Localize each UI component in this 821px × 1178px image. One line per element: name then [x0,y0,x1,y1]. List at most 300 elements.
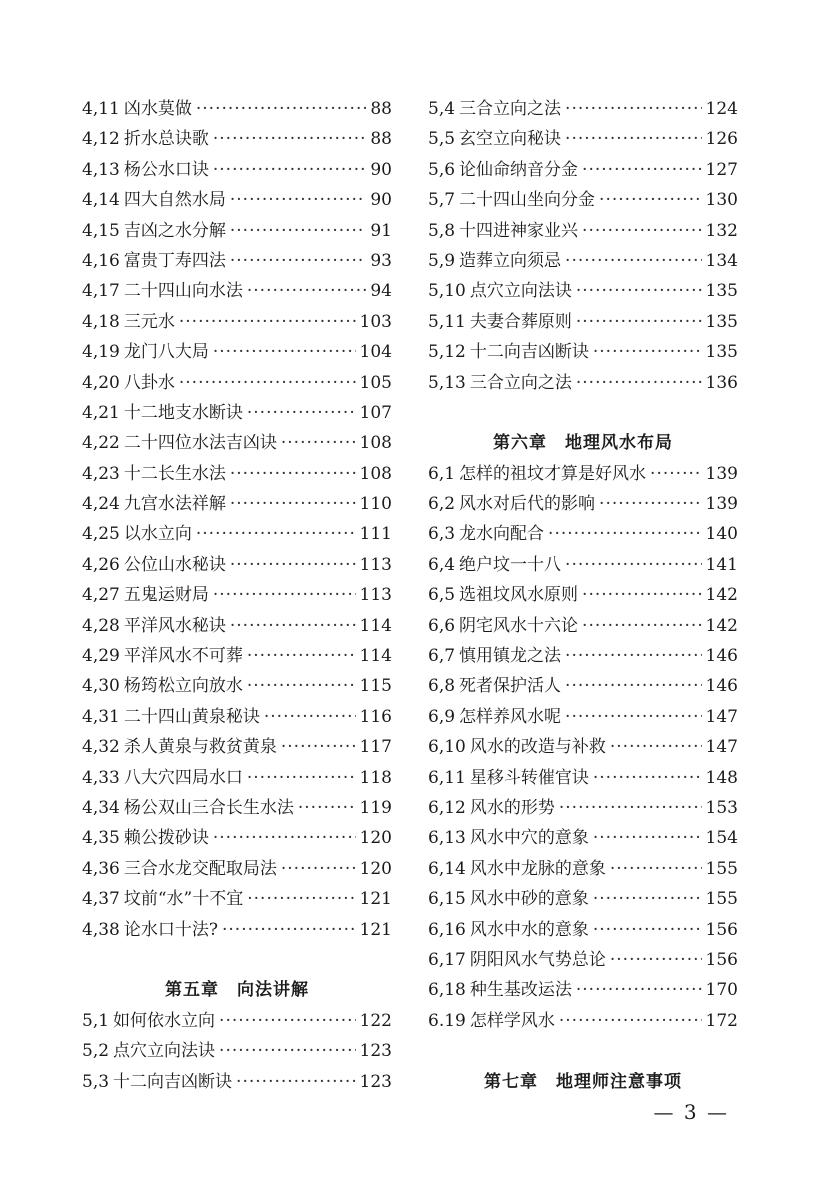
toc-entry-page: 135 [705,311,738,332]
toc-entry-number: 4,36 [82,858,120,879]
toc-entry-page: 146 [705,676,738,697]
toc-entry-page: 113 [359,585,392,606]
toc-dot-leader [247,763,356,793]
toc-dot-leader [582,580,702,610]
toc-entry [82,428,392,458]
toc-entry-title: 怎样学风水 [469,1010,555,1031]
toc-entry [82,124,392,154]
toc-entry-number: 5,2 [82,1041,110,1062]
toc-dot-leader [576,975,702,1005]
toc-entry-title: 怎样养风水呢 [459,706,562,727]
toc-entry [82,185,392,215]
toc-entry-title: 杀人黄泉与救贫黄泉 [123,737,277,758]
toc-entry [428,94,738,124]
toc-entry [82,368,392,398]
toc-entry-page: 147 [705,706,738,727]
toc-dot-leader [599,489,702,519]
toc-entry-title: 星移斗转催官诀 [469,767,589,788]
toc-entry-number: 4,29 [82,646,120,667]
toc-entry-page: 116 [359,706,392,727]
toc-entry-page: 139 [705,494,738,515]
toc-entry-number: 4,21 [82,402,120,423]
toc-dot-leader [576,307,702,337]
toc-entry-page: 114 [359,615,392,636]
toc-entry-number: 4,38 [82,919,120,940]
toc-entry [82,459,392,489]
toc-entry [428,489,738,519]
toc-entry-page: 88 [370,99,392,119]
toc-entry-page: 118 [359,767,392,788]
toc-dot-leader [230,185,367,215]
toc-dot-leader [219,1036,356,1066]
toc-entry-page: 120 [359,828,392,849]
toc-entry [82,671,392,701]
toc-entry-number: 5,3 [82,1071,110,1092]
toc-entry [428,884,738,914]
toc-entry-title: 三合立向之法 [459,99,562,119]
toc-entry-page: 172 [705,1010,738,1031]
toc-entry-page: 134 [705,250,738,271]
toc-right-column [428,94,738,1097]
toc-entry-page: 93 [370,250,392,271]
toc-entry [428,216,738,246]
page-number: — 3 — [653,1100,729,1124]
toc-dot-leader [219,1006,356,1036]
toc-dot-leader [196,519,356,549]
toc-entry-page: 108 [359,463,392,484]
toc-entry-page: 141 [705,554,738,575]
toc-entry-title: 三合立向之法 [469,372,572,393]
toc-entry-title: 慎用镇龙之法 [459,646,562,667]
toc-entry-title: 风水的形势 [469,797,555,818]
toc-entry [82,611,392,641]
toc-entry-page: 127 [705,159,738,180]
toc-entry [428,337,738,367]
toc-dot-leader [559,1006,702,1036]
toc-entry-page: 114 [359,646,392,667]
toc-entry-title: 凶水莫做 [123,99,192,119]
toc-entry [428,276,738,306]
toc-dot-leader [179,307,356,337]
toc-entry-number: 4,33 [82,767,120,788]
toc-entry [82,398,392,428]
toc-dot-leader [582,611,702,641]
toc-entry-number: 4,28 [82,615,120,636]
toc-entry-title: 八卦水 [123,372,175,393]
toc-dot-leader [247,641,356,671]
toc-entry-page: 154 [705,828,738,849]
toc-entry-number: 6,12 [428,797,466,818]
toc-entry-title: 如何依水立向 [113,1010,216,1031]
toc-dot-leader [565,671,702,701]
toc-entry-title: 风水中砂的意象 [469,889,589,910]
toc-entry-number: 4,23 [82,463,120,484]
toc-dot-leader [582,155,702,185]
toc-dot-leader [281,732,356,762]
toc-entry [428,732,738,762]
toc-entry-title: 公位山水秘诀 [123,554,226,575]
toc-entry-title: 五鬼运财局 [123,585,209,606]
toc-entry-title: 十二地支水断诀 [123,402,243,423]
toc-entry-page: 122 [359,1010,392,1031]
toc-entry [82,94,392,124]
toc-dot-leader [593,823,702,853]
toc-entry [82,155,392,185]
toc-entry-number: 5,11 [428,311,466,332]
toc-entry-page: 148 [705,767,738,788]
toc-entry [82,1036,392,1066]
toc-entry-title: 十四进神家业兴 [459,220,579,241]
chapter-heading-6: 第六章 地理风水布局 [493,433,673,454]
toc-entry [82,732,392,762]
toc-entry [82,307,392,337]
toc-entry [428,641,738,671]
toc-dot-leader [222,915,356,945]
toc-entry-title: 点穴立向法诀 [469,281,572,302]
toc-dot-leader [593,915,702,945]
toc-entry [428,702,738,732]
toc-entry [428,185,738,215]
toc-entry [82,246,392,276]
toc-entry-number: 4,25 [82,524,120,545]
toc-dot-leader [565,246,702,276]
toc-dot-leader [576,276,702,306]
toc-dot-leader [247,884,355,914]
toc-entry-number: 4,35 [82,828,120,849]
toc-entry [82,550,392,580]
toc-entry-number: 4,27 [82,585,120,606]
toc-entry [428,124,738,154]
toc-entry-title: 三合水龙交配取局法 [123,858,277,879]
toc-entry-page: 119 [359,797,392,818]
toc-entry-number: 5,9 [428,250,456,271]
toc-entry-number: 4,15 [82,220,120,241]
toc-entry-page: 108 [359,433,392,454]
toc-entry [428,519,738,549]
toc-entry-title: 十二向吉凶断诀 [469,342,589,363]
toc-entry-number: 6,9 [428,706,456,727]
toc-entry [428,155,738,185]
toc-entry-title: 以水立向 [123,524,192,545]
toc-list-chapter5-continued [428,94,738,398]
toc-entry-title: 死者保护活人 [459,676,562,697]
toc-entry-title: 折水总诀歌 [123,129,209,150]
toc-entry-number: 4,19 [82,342,120,363]
toc-entry-number: 6,4 [428,554,456,575]
toc-entry-page: 156 [705,919,738,940]
toc-entry [82,1006,392,1036]
toc-entry-number: 4,34 [82,797,120,818]
toc-entry-title: 风水中穴的意象 [469,828,589,849]
toc-dot-leader [230,489,356,519]
toc-entry-number: 5,12 [428,342,466,363]
toc-entry-page: 136 [705,372,738,393]
toc-dot-leader [281,428,356,458]
toc-entry-number: 6,8 [428,676,456,697]
toc-entry-number: 4,18 [82,311,120,332]
toc-entry-page: 156 [705,949,738,970]
toc-entry-page: 130 [705,190,738,211]
toc-entry-page: 107 [359,402,392,423]
toc-dot-leader [548,519,702,549]
toc-entry-number: 5,8 [428,220,456,241]
toc-dot-leader [298,793,356,823]
toc-entry-title: 论水口十法? [123,919,218,940]
toc-entry-page: 121 [359,919,392,940]
toc-entry-number: 4,37 [82,889,120,910]
toc-entry-page: 91 [370,220,392,241]
section-gap [82,945,392,975]
toc-entry-title: 四大自然水局 [123,190,226,211]
toc-entry-title: 坟前“水”十不宜 [123,889,244,910]
toc-entry-page: 123 [359,1041,392,1062]
toc-entry-title: 吉凶之水分解 [123,220,226,241]
toc-entry-number: 5,4 [428,99,456,119]
toc-entry-title: 平洋风水不可葬 [123,646,243,667]
toc-dot-leader [281,854,356,884]
toc-entry [428,611,738,641]
toc-entry [428,823,738,853]
toc-dot-leader [247,276,367,306]
toc-dot-leader [565,124,702,154]
toc-entry [82,580,392,610]
toc-dot-leader [599,185,702,215]
toc-dot-leader [582,216,702,246]
toc-entry-number: 5,5 [428,129,456,150]
toc-dot-leader [264,702,356,732]
toc-entry [82,276,392,306]
toc-entry-title: 夫妻合葬原则 [469,311,572,332]
toc-entry [82,884,392,914]
toc-entry-number: 4,11 [82,99,120,119]
toc-entry-title: 风水中龙脉的意象 [469,858,606,879]
toc-dot-leader [559,793,702,823]
section-gap [428,1036,738,1066]
toc-entry-page: 88 [370,129,392,150]
section-gap [428,398,738,428]
toc-entry-number: 5,10 [428,281,466,302]
toc-entry-title: 风水中水的意象 [469,919,589,940]
toc-entry-page: 105 [359,372,392,393]
toc-entry-number: 4,24 [82,494,120,515]
toc-entry-number: 5,13 [428,372,466,393]
toc-entry-page: 139 [705,463,738,484]
toc-entry-number: 6,11 [428,767,466,788]
toc-dot-leader [593,337,702,367]
toc-dot-leader [593,884,702,914]
toc-entry-title: 阴阳风水气势总论 [469,949,606,970]
toc-entry [428,580,738,610]
toc-entry-title: 绝户坟一十八 [459,554,562,575]
toc-entry-number: 6,10 [428,737,466,758]
toc-entry [428,1006,738,1036]
toc-entry-title: 二十四位水法吉凶诀 [123,433,277,454]
toc-entry-page: 155 [705,858,738,879]
toc-entry-page: 115 [359,676,392,697]
toc-entry-page: 123 [359,1071,392,1092]
toc-entry-title: 平洋风水秘诀 [123,615,226,636]
toc-entry [82,641,392,671]
toc-dot-leader [565,550,702,580]
toc-entry-title: 杨公双山三合长生水法 [123,797,294,818]
toc-list-chapter4 [82,94,392,945]
toc-entry [82,823,392,853]
toc-entry-number: 4,30 [82,676,120,697]
toc-entry-title: 八大穴四局水口 [123,767,243,788]
toc-entry-number: 6,14 [428,858,466,879]
toc-entry-page: 117 [359,737,392,758]
toc-entry-number: 6,15 [428,889,466,910]
toc-dot-leader [213,580,356,610]
toc-entry-page: 103 [359,311,392,332]
toc-entry-page: 110 [359,494,392,515]
toc-entry-number: 6,17 [428,949,466,970]
toc-entry-number: 4,14 [82,190,120,211]
toc-dot-leader [593,763,702,793]
toc-dot-leader [213,155,367,185]
toc-entry [82,854,392,884]
toc-dot-leader [213,823,356,853]
toc-entry-number: 6,18 [428,980,466,1001]
toc-entry-number: 5,7 [428,190,456,211]
toc-entry-number: 6,1 [428,463,456,484]
toc-dot-leader [565,641,702,671]
toc-entry-number: 6.19 [428,1010,466,1031]
toc-entry [428,307,738,337]
toc-entry [82,763,392,793]
toc-entry [428,975,738,1005]
toc-entry-page: 104 [359,342,392,363]
toc-entry-page: 94 [370,281,392,302]
toc-dot-leader [610,732,702,762]
toc-entry-page: 90 [370,190,392,211]
toc-entry-page: 132 [705,220,738,241]
toc-entry [82,793,392,823]
toc-entry-title: 风水对后代的影响 [459,494,596,515]
toc-entry-number: 6,3 [428,524,456,545]
toc-entry [428,246,738,276]
toc-entry-number: 6,16 [428,919,466,940]
toc-list-chapter5 [82,1006,392,1097]
toc-entry-page: 126 [705,129,738,150]
toc-entry [428,945,738,975]
toc-entry [428,793,738,823]
toc-dot-leader [213,124,367,154]
toc-entry [428,459,738,489]
toc-entry [428,671,738,701]
toc-entry-number: 6,2 [428,494,456,515]
toc-entry-title: 杨筠松立向放水 [123,676,243,697]
toc-entry-number: 4,12 [82,129,120,150]
toc-entry-number: 4,17 [82,281,120,302]
toc-entry-page: 90 [370,159,392,180]
toc-dot-leader [565,702,702,732]
toc-dot-leader [230,246,367,276]
toc-entry-title: 造葬立向须忌 [459,250,562,271]
toc-entry-title: 十二向吉凶断诀 [113,1071,233,1092]
toc-entry [82,216,392,246]
toc-entry-page: 170 [705,980,738,1001]
chapter-heading-5: 第五章 向法讲解 [165,980,309,1001]
toc-entry-page: 111 [359,524,392,545]
toc-entry-page: 140 [705,524,738,545]
toc-entry-page: 147 [705,737,738,758]
toc-entry-number: 4,16 [82,250,120,271]
toc-entry-title: 杨公水口诀 [123,159,209,180]
toc-entry-title: 点穴立向法诀 [113,1041,216,1062]
toc-entry [82,519,392,549]
toc-dot-leader [230,459,356,489]
toc-dot-leader [247,671,356,701]
toc-dot-leader [179,368,356,398]
toc-entry [428,854,738,884]
toc-entry-page: 113 [359,554,392,575]
toc-entry-page: 142 [705,615,738,636]
toc-entry-title: 选祖坟风水原则 [459,585,579,606]
toc-dot-leader [230,611,356,641]
toc-list-chapter6 [428,459,738,1036]
toc-entry-number: 6,6 [428,615,456,636]
toc-entry-title: 赖公拨砂诀 [123,828,209,849]
toc-entry [428,915,738,945]
toc-entry [82,915,392,945]
toc-entry-number: 5,6 [428,159,456,180]
toc-dot-leader [610,854,702,884]
toc-entry-number: 4,32 [82,737,120,758]
toc-dot-leader [650,459,702,489]
toc-entry-number: 4,13 [82,159,120,180]
toc-entry [428,368,738,398]
toc-entry-title: 富贵丁寿四法 [123,250,226,271]
toc-entry-page: 120 [359,858,392,879]
toc-entry [82,1067,392,1097]
toc-entry [82,702,392,732]
toc-entry-title: 风水的改造与补救 [469,737,606,758]
toc-entry-title: 龙水向配合 [459,524,545,545]
toc-entry-page: 135 [705,342,738,363]
toc-dot-leader [230,550,356,580]
toc-entry-title: 二十四山坐向分金 [459,190,596,211]
toc-dot-leader [230,216,367,246]
toc-entry-title: 二十四山向水法 [123,281,243,302]
toc-dot-leader [196,94,367,124]
toc-entry-title: 龙门八大局 [123,342,209,363]
toc-dot-leader [565,94,702,124]
toc-entry-title: 十二长生水法 [123,463,226,484]
toc-entry-title: 种生基改运法 [469,980,572,1001]
toc-left-column [82,94,392,1097]
toc-entry-number: 4,26 [82,554,120,575]
toc-entry [82,337,392,367]
toc-entry [428,763,738,793]
toc-entry-number: 4,20 [82,372,120,393]
chapter-heading-7: 第七章 地理师注意事项 [484,1071,682,1092]
toc-entry-title: 九宫水法祥解 [123,494,226,515]
toc-entry-number: 6,5 [428,585,456,606]
toc-entry-page: 155 [705,889,738,910]
toc-entry-number: 5,1 [82,1010,110,1031]
toc-entry [428,550,738,580]
toc-entry-title: 二十四山黄泉秘诀 [123,706,260,727]
toc-entry-title: 三元水 [123,311,175,332]
toc-entry-page: 124 [705,99,738,119]
toc-dot-leader [576,368,702,398]
toc-dot-leader [247,398,356,428]
toc-entry-page: 121 [359,889,392,910]
toc-entry-page: 146 [705,646,738,667]
toc-dot-leader [610,945,702,975]
toc-dot-leader [236,1067,356,1097]
